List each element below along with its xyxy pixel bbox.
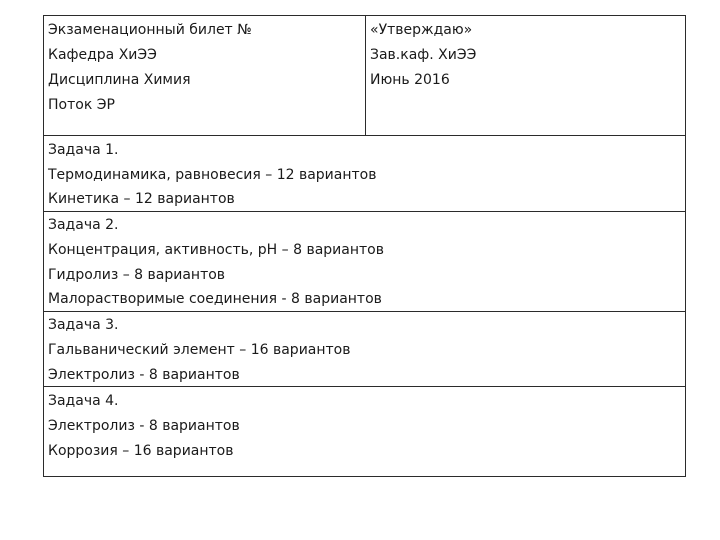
task-title: Задача 3. bbox=[48, 317, 119, 333]
task-item: Электролиз - 8 вариантов bbox=[48, 367, 240, 383]
head-of-department-label: Зав.каф. ХиЭЭ bbox=[370, 47, 477, 63]
task-section-4 bbox=[44, 387, 685, 476]
task-item: Малорастворимые соединения - 8 вариантов bbox=[48, 291, 382, 307]
stream-label: Поток ЭР bbox=[48, 97, 115, 113]
ticket-header bbox=[44, 16, 685, 136]
approval-label: «Утверждаю» bbox=[370, 22, 473, 38]
task-item: Термодинамика, равновесия – 12 вариантов bbox=[48, 167, 377, 183]
task-item: Концентрация, активность, рН – 8 вариантов bbox=[48, 242, 384, 258]
ticket-number-label: Экзаменационный билет № bbox=[48, 22, 252, 38]
task-item: Кинетика – 12 вариантов bbox=[48, 191, 235, 207]
task-item: Гидролиз – 8 вариантов bbox=[48, 267, 226, 283]
task-section-1 bbox=[44, 136, 685, 212]
header-left-cell bbox=[44, 16, 366, 135]
task-item: Электролиз - 8 вариантов bbox=[48, 418, 240, 434]
task-item: Коррозия – 16 вариантов bbox=[48, 443, 234, 459]
task-section-2 bbox=[44, 212, 685, 312]
task-item: Гальванический элемент – 16 вариантов bbox=[48, 342, 351, 358]
task-section-3 bbox=[44, 312, 685, 387]
discipline-label: Дисциплина Химия bbox=[48, 72, 191, 88]
header-right-cell bbox=[366, 16, 685, 135]
task-title: Задача 1. bbox=[48, 142, 119, 158]
task-title: Задача 2. bbox=[48, 217, 119, 233]
exam-ticket bbox=[43, 15, 686, 477]
department-label: Кафедра ХиЭЭ bbox=[48, 47, 157, 63]
task-title: Задача 4. bbox=[48, 393, 119, 409]
approval-date: Июнь 2016 bbox=[370, 72, 450, 88]
